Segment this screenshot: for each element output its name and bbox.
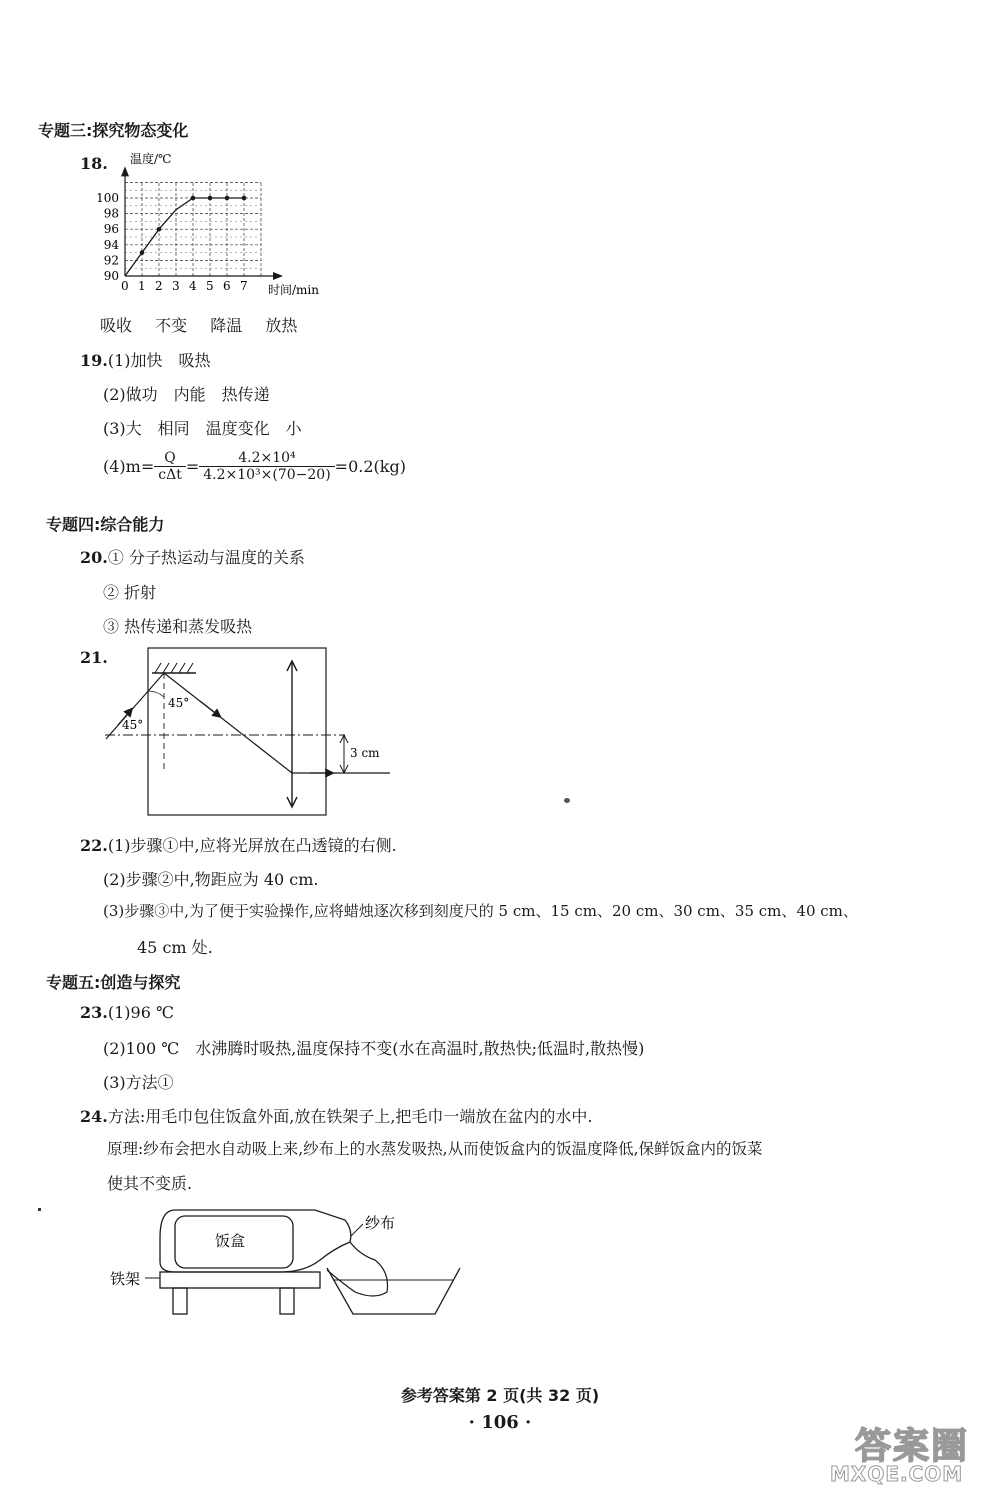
q19-part-4-formula [103,450,406,483]
rack-label: 铁架 [110,1270,141,1288]
chart-y-tick-label: 92 [103,253,119,268]
q19-part-3: (3)大 相同 温度变化 小 [103,419,302,438]
q24-line-1 [80,1104,593,1127]
iron-rack-leg-right [280,1288,294,1314]
section-title-3: 专题三:探究物态变化 [38,121,189,140]
footer-page-info: 参考答案第 2 页(共 32 页) [400,1386,600,1405]
iron-rack-leg-left [173,1288,187,1314]
fraction-2-denominator: 4.2×10³×(70−20) [203,467,331,483]
q23-part-2: (2)100 ℃ 水沸腾时吸热,温度保持不变(水在高温时,散热快;低温时,散热慢) [103,1039,645,1058]
question-number-24: 24. [80,1107,108,1126]
q22-line-1 [80,833,397,856]
section-title-5: 专题五:创造与探究 [46,973,181,992]
chart-series [125,196,246,276]
question-number-20: 20. [80,548,108,567]
chart-data-point [242,196,247,201]
q18-answer-4: 放热 [265,316,298,335]
formula-prefix: (4)m= [103,457,155,476]
fraction-2-numerator: 4.2×10⁴ [199,450,334,467]
chart-x-axis-label: 时间/min [268,283,319,297]
distance-label: 3 cm [350,746,380,760]
chart-x-tick-label: 4 [189,279,197,293]
question-number-23: 23. [80,1003,108,1022]
chart-y-tick-label: 96 [103,222,119,237]
chart-ticks [96,191,248,293]
q20-item-1: ① 分子热运动与温度的关系 [107,548,305,567]
chart-x-tick-label: 5 [206,279,214,293]
q22-part-3-cont: 45 cm 处. [137,938,213,957]
q18-answers [100,313,315,336]
reflected-ray [164,673,292,773]
cloth-wrap [160,1210,351,1272]
q23-part-3: (3)方法① [103,1073,174,1092]
q24-method: 方法:用毛巾包住饭盒外面,放在铁架子上,把毛巾一端放在盆内的水中. [107,1107,593,1126]
chart-y-axis-label: 温度/℃ [130,152,172,166]
cloth-label: 纱布 [365,1214,396,1232]
chart-data-point [140,250,145,255]
reflected-arrow [200,701,218,715]
chart-x-tick-label: 7 [240,279,248,293]
incident-angle-label: 45° [122,718,144,732]
chart-x-axis-arrow [273,272,283,280]
chart-data-point [191,196,196,201]
page-number: · 106 · [468,1412,532,1433]
q23-part-1: (1)96 ℃ [107,1003,174,1022]
ink-dot [564,798,570,803]
q18-answer-3: 降温 [210,316,243,335]
q20-item-2: ② 折射 [103,583,157,602]
q19-part-2: (2)做功 内能 热传递 [103,385,270,404]
q24-principle: 原理:纱布会把水自动吸上来,纱布上的水蒸发吸热,从而使饭盒内的饭温度降低,保鲜饭盒内的饭菜 [107,1140,763,1158]
q18-answer-1: 吸收 [100,316,133,335]
chart-y-axis-arrow [121,166,129,176]
chart-y-tick-label: 100 [96,191,119,205]
chart-x-tick-label: 1 [138,279,146,293]
question-number-18: 18. [80,154,108,173]
temperature-time-chart [90,148,340,300]
ink-speck [38,1208,41,1211]
q22-part-3: (3)步骤③中,为了便于实验操作,应将蜡烛逐次移到刻度尺的 5 cm、15 cm、20 cm、30 cm、35 cm、40 cm、 [103,902,858,920]
chart-data-point [225,196,230,201]
iron-rack-top [160,1272,320,1288]
chart-axes [121,166,283,280]
formula-equals: = [185,457,200,476]
question-number-21: 21. [80,648,108,667]
reflection-angle-label: 45° [168,696,190,710]
lunchbox-figure [105,1200,475,1325]
watermark-logo: 答案圈 [855,1426,970,1467]
fraction-1-numerator: Q [154,450,186,467]
q22-part-2: (2)步骤②中,物距应为 40 cm. [103,870,319,889]
formula-fraction-2 [199,450,334,483]
optics-diagram [100,645,400,820]
fraction-1-denominator: cΔt [158,467,182,483]
q19-line-1 [80,348,211,371]
q18-answer-2: 不变 [155,316,188,335]
q20-line-1 [80,545,305,568]
chart-y-tick-label: 98 [103,206,119,221]
formula-result: =0.2(kg) [334,457,406,476]
chart-x-tick-label: 6 [223,279,231,293]
mirror-hatch [155,663,193,673]
chart-y-tick-label: 94 [103,237,119,252]
chart-x-tick-label: 0 [121,279,129,293]
question-number-22: 22. [80,836,108,855]
q24-principle-cont: 使其不变质. [107,1174,193,1193]
question-number-19: 19. [80,351,108,370]
chart-y-tick-label: 90 [103,269,119,283]
section-title-4: 专题四:综合能力 [46,515,165,534]
cloth-tail [327,1242,388,1296]
chart-x-tick-label: 3 [172,279,180,293]
q22-part-1: (1)步骤①中,应将光屏放在凸透镜的右侧. [107,836,397,855]
q20-item-3: ③ 热传递和蒸发吸热 [103,617,253,636]
watermark-url: MXQE.COM [830,1462,964,1486]
q23-line-1 [80,1003,174,1022]
chart-data-point [157,227,162,232]
water-basin [327,1268,460,1314]
chart-data-point [208,196,213,201]
lunchbox-label: 饭盒 [215,1232,246,1250]
q19-part-1: (1)加快 吸热 [107,351,211,370]
formula-fraction-1 [154,450,186,483]
chart-x-tick-label: 2 [155,279,163,293]
